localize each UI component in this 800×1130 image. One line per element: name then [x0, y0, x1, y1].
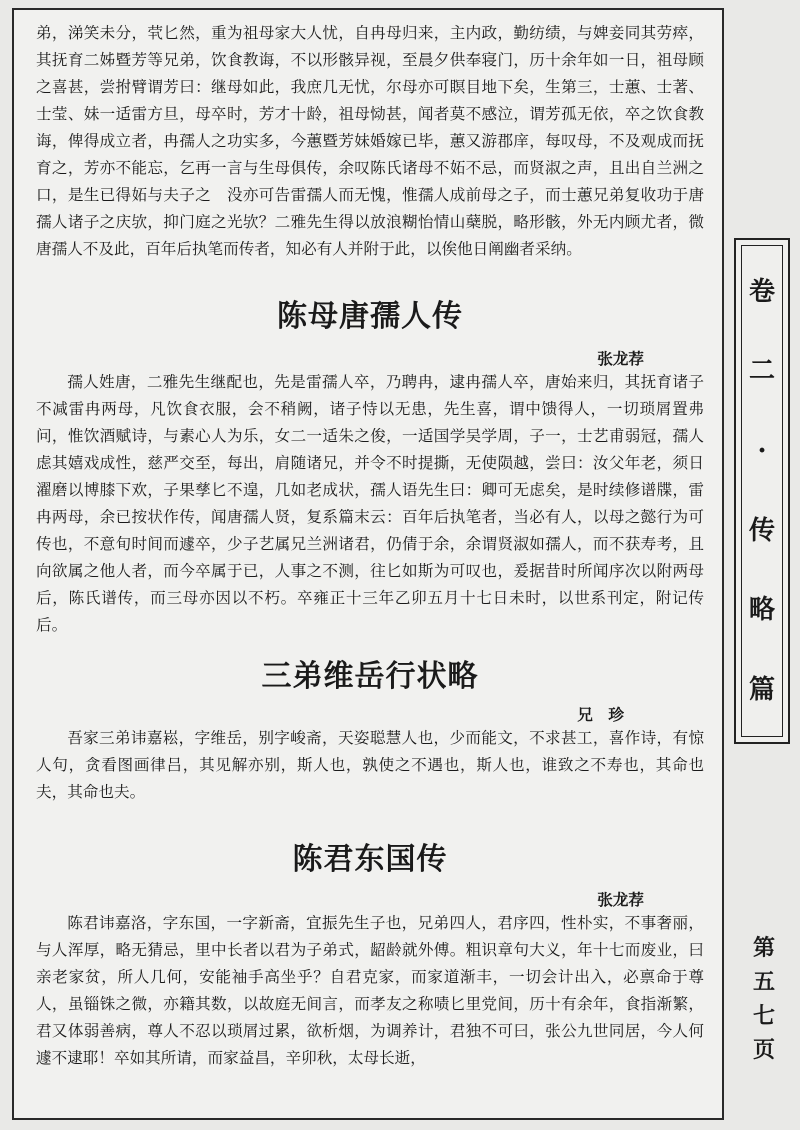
page-number-char: 五 [752, 970, 775, 995]
volume-side-tab-inner [741, 245, 783, 737]
section2-title: 三弟维岳行状略 [261, 659, 479, 694]
side-tab-char: 二 [748, 356, 775, 387]
side-tab-char: 略 [748, 595, 775, 626]
page-number-char: 七 [752, 1004, 775, 1029]
page-number-char: 页 [752, 1038, 775, 1063]
side-tab-char: 卷 [748, 276, 775, 307]
side-tab-char: 传 [748, 515, 775, 546]
section1-title: 陈母唐孺人传 [277, 299, 463, 334]
section2-author: 兄 珍 [577, 706, 624, 724]
page-number [744, 932, 784, 1068]
side-tab-char: · [757, 436, 767, 467]
section3-paragraph: 陈君讳嘉洛，字东国，一字新斋，宜振先生子也，兄弟四人，君序四，性朴实，不事奢丽，与人浑厚，略无猜忌，里中长者以君为子弟式，龆龄就外傅。粗识章句大义，年十七而废业，曰亲老家贫，所人几何，安能袖手高坐乎？自君克家，而家道渐丰，一切会计出入，必禀命于尊人，虽锱铢之微，亦籍其数，以故庭无间言，而孝友之称啧匕里党间，历十有余年，食指渐繁，君又体弱善病，尊人不忍以琐屑过累，欲析烟，为调养计，君独不可曰，张公九世同居，今人何遽不逮耶！卒如其所请，而家益昌，辛卯秋，太母长逝， [36, 914, 704, 1067]
section1-paragraph: 孺人姓唐，二雅先生继配也，先是雷孺人卒，乃聘冉，逮冉孺人卒，唐始来归，其抚育诸子不减雷冉两母，凡饮食衣服，会不稍阙，诸子恃以无患，先生喜，谓中馈得人，一切琐屑置弗问，惟饮酒赋诗，与素心人为乐，女二一适朱之俊，一适国学吴学周，子一，士艺甫弱冠，孺人虑其嬉戏成性，慈严交至，每出，肩随诸兄，并令不时提撕，无使陨越，尝曰：汝父年老，须日濯磨以博膝下欢，子果孳匕不遑，几如老成状，孺人语先生曰：卿可无虑矣，是时续修谱牒，雷冉两母，余已按状作传，闻唐孺人贤，复系篇末云：百年后执笔者，当必有人，以母之懿行为可传也，不意旬时间而遽卒，少子艺属兄兰洲诸君，仍倩于余，余谓贤淑如孺人，而不获寿考，且向欲属之他人者，而今卒属于已，人事之不测，往匕如斯为可叹也，爰据昔时所闻序次以附两母后，陈氏谱传，而三母亦因以不朽。卒雍正十三年乙卯五月十七日未时，以世系刊定，附记传后。 [36, 373, 704, 634]
intro-paragraph: 弟，涕笑未分，茕匕然，重为祖母家大人忧，自冉母归来，主内政，勤纺绩，与婢妾同其劳瘁，其抚育二姊暨芳等兄弟，饮食教诲，不以形骸异视，至晨夕供奉寝门，历十余年如一日，祖母顾之喜甚，尝拊臂谓芳曰：继母如此，我庶几无忧，尔母亦可瞑目地下矣，生第三，士蕙、士著、士莹、妹一适雷方旦，母卒时，芳才十龄，祖母恸甚，闻者莫不感泣，谓芳孤无依，卒之饮食教诲，俾得成立者，冉孺人之功实多，今蕙暨芳妹婚嫁已毕，蕙又游郡庠，每叹母，不及观成而抚育之，芳亦不能忘，乞再一言与生母俱传，余叹陈氏诸母不妬不忌，而贤淑之声，且出自兰洲之口，是生已得妬与夫子之 没亦可告雷孺人而无愧，惟孺人成前母之子，而士蕙兄弟复收功于唐孺人诸子之庆欤，抑门庭之光欤？二雅先生得以放浪糊怡情山蘖脱，略形骸，外无内顾尤者，微唐孺人不及此，百年后执笔而传者，知必有人并附于此，以俟他日阐幽者采纳。 [36, 24, 704, 258]
section3-author: 张龙荐 [597, 891, 644, 909]
page-number-char: 第 [752, 936, 775, 961]
section1-author: 张龙荐 [597, 350, 644, 368]
side-tab-char: 篇 [748, 675, 775, 706]
volume-side-tab [734, 238, 790, 744]
section3-title: 陈君东国传 [292, 842, 448, 877]
page-frame [12, 8, 724, 1120]
section2-paragraph: 吾家三弟讳嘉崧，字维岳，别字峻斋，天姿聪慧人也，少而能文，不求甚工，喜作诗，有惊人句，贪看图画律吕，其见解亦别，斯人也，孰使之不遇也，斯人也，谁致之不寿也，其命也夫，其命也夫。 [36, 729, 704, 801]
